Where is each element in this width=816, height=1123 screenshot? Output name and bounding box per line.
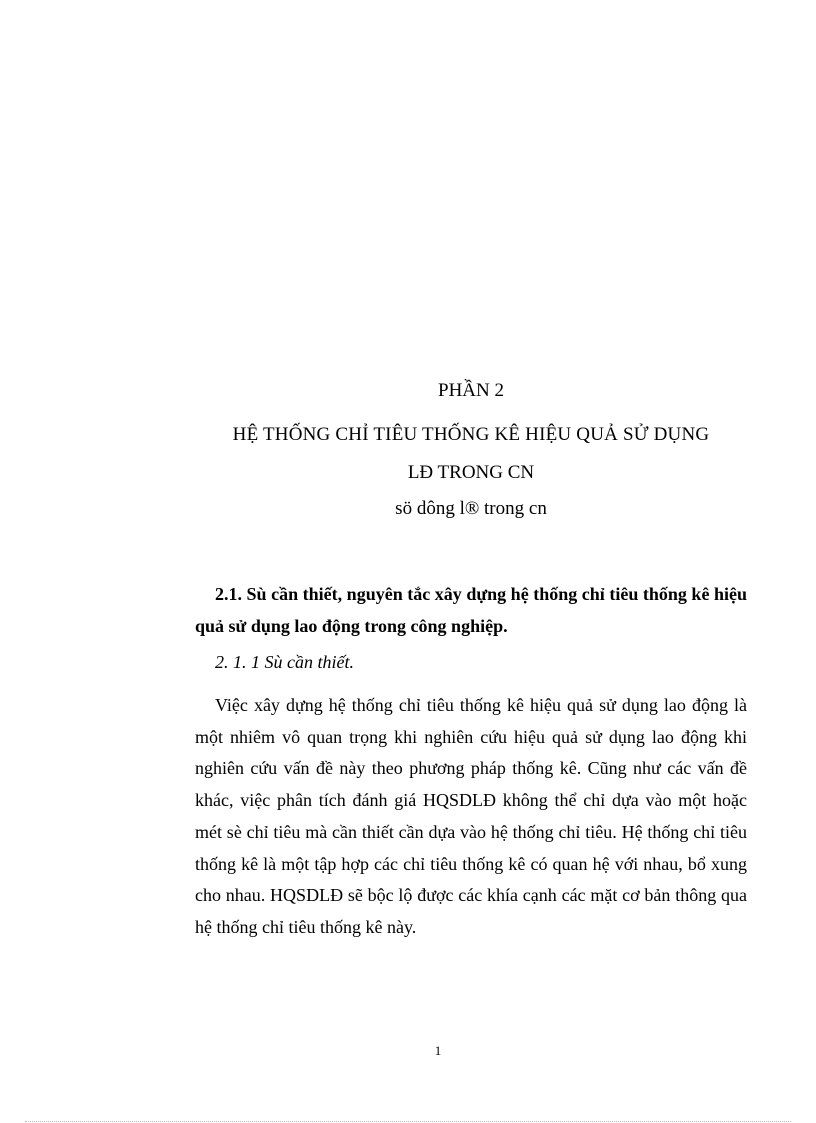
body-paragraph: Việc xây dựng hệ thống chỉ tiêu thống kê hiệu quả sử dụng lao động là một nhiêm vô quan trọng khi nghiên cứu hiệu quả sử dụng lao động khi nghiên cứu vấn đề này theo phương pháp thống kê. Cũng như các vấn đề khác, việc phân tích đánh giá HQSDLĐ không thể chỉ dựa vào một hoặc mét sè chỉ tiêu mà cần thiết cần dựa vào hệ thống chỉ tiêu. Hệ thống chỉ tiêu thống kê là một tập hợp các chỉ tiêu thống kê có quan hệ với nhau, bổ xung cho nhau. HQSDLĐ sẽ bộc lộ được các khía cạnh các mặt cơ bản thông qua hệ thống chỉ tiêu thống kê này. — [195, 695, 747, 937]
page-number: 1 — [434, 1043, 442, 1058]
part-title: PHẦN 2 — [438, 380, 504, 401]
sub-section-heading: 2. 1. 1 Sù cần thiết. — [215, 652, 354, 672]
page-bottom-divider — [25, 1121, 791, 1122]
main-title-line-2: LĐ TRONG CN — [407, 462, 535, 483]
sub-title: sö dông l® trong cn — [395, 498, 547, 519]
main-title-line-1: HỆ THỐNG CHỈ TIÊU THỐNG KÊ HIỆU QUẢ SỬ DỤNG — [232, 424, 710, 445]
section-heading: 2.1. Sù cần thiết, nguyên tắc xây dựng hệ thống chỉ tiêu thống kê hiệu quả sử dụng lao động trong công nghiệp. — [195, 584, 747, 636]
